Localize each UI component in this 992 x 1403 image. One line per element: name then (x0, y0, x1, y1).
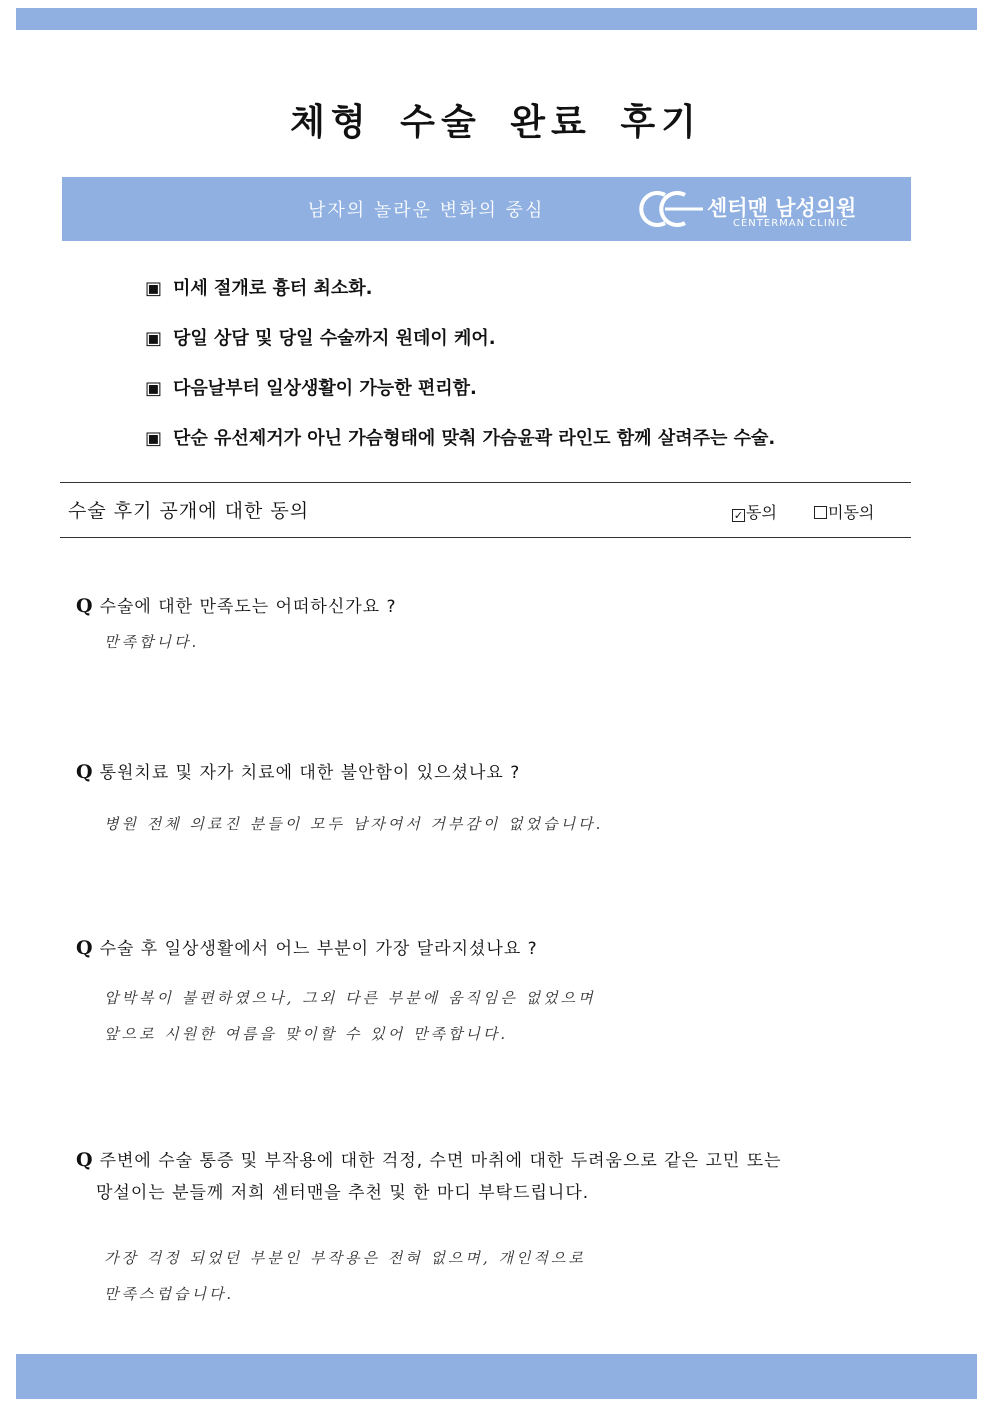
feature-list (145, 274, 775, 474)
question-text: 망설이는 분들께 저희 센터맨을 추천 및 한 마디 부탁드립니다. (96, 1183, 590, 1203)
feature-item (145, 424, 775, 474)
square-bullet-icon: ▣ (145, 428, 163, 449)
disagree-label: 미동의 (828, 503, 875, 522)
feature-text: 당일 상담 및 당일 수술까지 원데이 케어. (173, 328, 496, 349)
q-marker: Q (76, 937, 94, 959)
consent-row (60, 482, 911, 538)
checked-checkbox-icon[interactable]: ✓ (733, 509, 744, 522)
answer-1 (104, 624, 199, 660)
bottom-decor-bar (16, 1354, 977, 1399)
clinic-banner (62, 177, 911, 241)
question-text: 수술에 대한 만족도는 어떠하신가요 ? (99, 597, 397, 617)
q-marker: Q (76, 595, 94, 617)
answer-2 (104, 806, 603, 842)
logo-mark-icon (625, 189, 705, 229)
answer-text: 앞으로 시원한 여름을 맞이할 수 있어 만족합니다. (104, 1025, 509, 1043)
question-text: 수술 후 일상생활에서 어느 부분이 가장 달라지셨나요 ? (99, 939, 538, 959)
q-marker: Q (76, 761, 94, 783)
answer-text: 만족스럽습니다. (104, 1285, 235, 1303)
square-bullet-icon: ▣ (145, 378, 163, 399)
question-text: 통원치료 및 자가 치료에 대한 불안함이 있으셨나요 ? (99, 763, 521, 783)
answer-4 (104, 1240, 586, 1312)
question-3 (76, 932, 538, 965)
answer-3 (104, 980, 596, 1052)
logo-text-korean: 센터맨 남성의원 (707, 196, 857, 220)
feature-item (145, 274, 775, 324)
feature-item (145, 374, 775, 424)
feature-text: 다음날부터 일상생활이 가능한 편리함. (173, 378, 477, 399)
clinic-logo (625, 185, 895, 233)
unchecked-checkbox-icon[interactable] (814, 506, 827, 519)
question-2 (76, 756, 520, 789)
consent-disagree-option[interactable] (814, 500, 874, 523)
q-marker: Q (76, 1149, 94, 1171)
question-text: 주변에 수술 통증 및 부작용에 대한 걱정, 수면 마취에 대한 두려움으로 같은 고민 또는 (99, 1151, 782, 1171)
banner-slogan: 남자의 놀라운 변화의 중심 (308, 200, 545, 221)
answer-text: 병원 전체 의료진 분들이 모두 남자여서 거부감이 없었습니다. (104, 815, 604, 833)
top-decor-bar (16, 8, 977, 30)
square-bullet-icon: ▣ (145, 328, 163, 349)
answer-text: 압박복이 불편하였으나, 그외 다른 부분에 움직임은 없었으며 (104, 989, 596, 1007)
logo-text-english: CENTERMAN CLINIC (733, 218, 849, 229)
question-4 (76, 1144, 782, 1209)
square-bullet-icon: ▣ (145, 278, 163, 299)
feature-text: 미세 절개로 흉터 최소화. (173, 278, 373, 299)
consent-agree-option[interactable] (732, 500, 777, 523)
consent-label: 수술 후기 공개에 대한 동의 (68, 500, 310, 522)
feature-text: 단순 유선제거가 아닌 가슴형태에 맞춰 가슴윤곽 라인도 함께 살려주는 수술. (173, 428, 776, 449)
question-1 (76, 590, 397, 623)
answer-text: 만족합니다. (104, 633, 200, 651)
page-title: 체형 수술 완료 후기 (290, 102, 702, 143)
feature-item (145, 324, 775, 374)
agree-label: 동의 (746, 503, 777, 522)
answer-text: 가장 걱정 되었던 부분인 부작용은 전혀 없으며, 개인적으로 (104, 1249, 586, 1267)
